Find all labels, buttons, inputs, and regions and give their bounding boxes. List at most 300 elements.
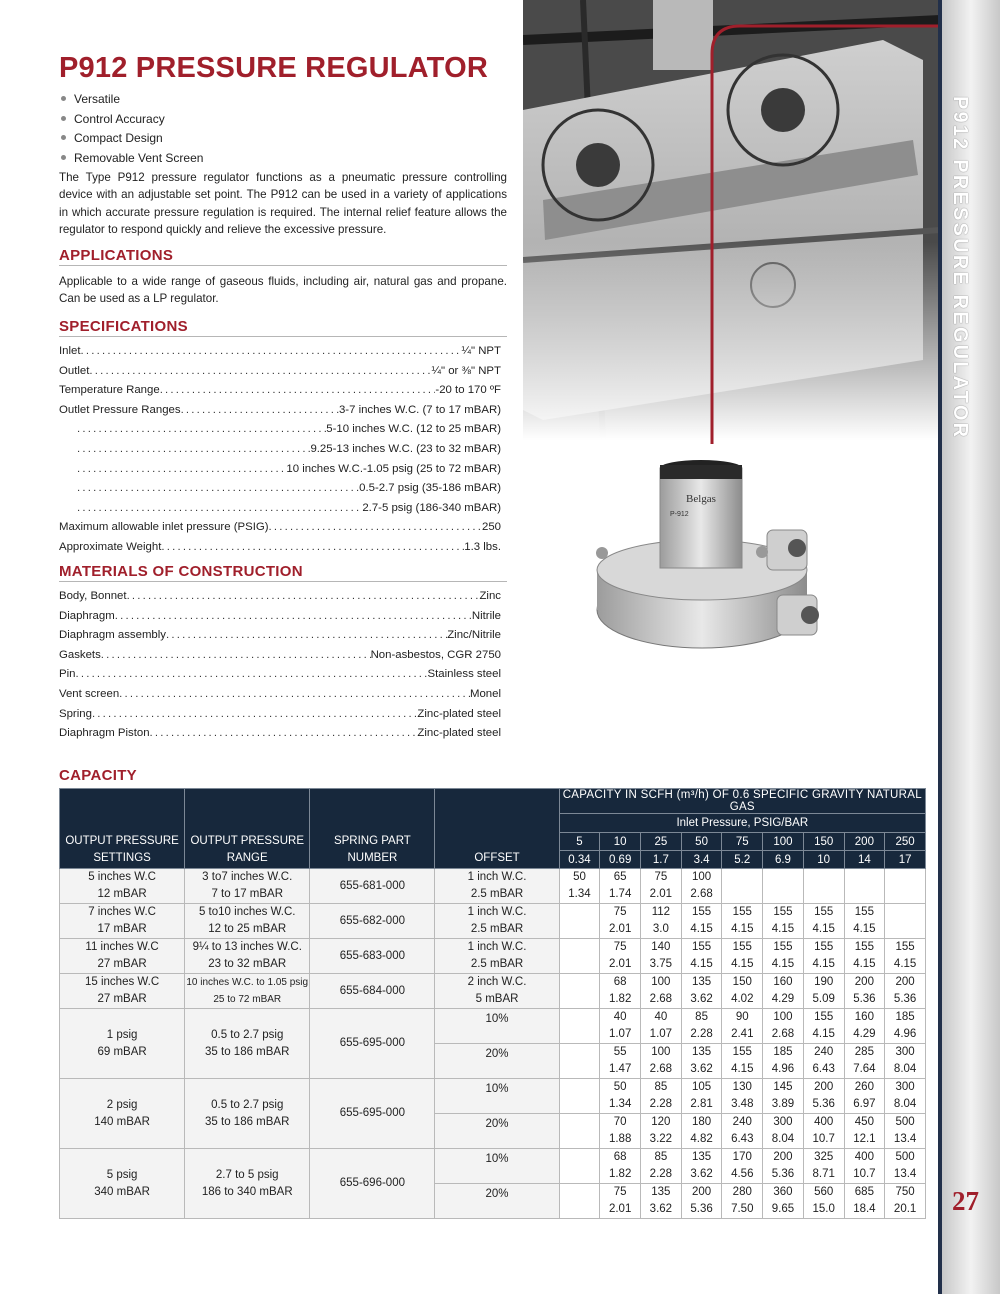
capacity-scfh: 155 (814, 1011, 834, 1023)
page-title: P912 PRESSURE REGULATOR (59, 52, 488, 84)
capacity-scfh: 200 (691, 1186, 712, 1198)
specifications-heading: SPECIFICATIONS (59, 318, 507, 337)
capacity-m3h: 20.1 (893, 1203, 917, 1215)
capacity-scfh: 400 (854, 1151, 874, 1163)
column-header: SPRING PART NUMBER (310, 789, 435, 869)
capacity-scfh (560, 1079, 600, 1096)
specifications-row (59, 420, 501, 440)
capacity-scfh: 325 (814, 1151, 834, 1163)
materials-label: Pin (59, 668, 76, 681)
capacity-scfh (560, 904, 600, 921)
spring-part-number-cell: 655-681-000 (310, 869, 435, 904)
dot-leader (81, 342, 462, 362)
capacity-m3h (560, 1026, 600, 1043)
capacity-value-cell (844, 1044, 885, 1079)
capacity-m3h: 4.29 (853, 1028, 876, 1040)
capacity-m3h: 1.07 (608, 1028, 632, 1040)
capacity-m3h: 9.65 (771, 1203, 795, 1215)
specifications-row (59, 440, 501, 460)
specifications-list (59, 342, 501, 558)
output-pressure-setting-cell: 5 inches W.C 12 mBAR (60, 869, 185, 904)
capacity-m3h: 3.62 (690, 993, 713, 1005)
capacity-m3h: 4.15 (812, 923, 835, 935)
capacity-value-cell (885, 1079, 926, 1114)
bullet-icon (61, 96, 66, 101)
dot-leader (160, 381, 436, 401)
capacity-scfh: 100 (651, 1046, 671, 1058)
capacity-value-cell (722, 869, 763, 904)
dot-leader (150, 724, 418, 744)
feature-item: Compact Design (59, 129, 203, 149)
materials-value: Monel (469, 687, 501, 700)
capacity-m3h (560, 921, 600, 938)
capacity-scfh (885, 869, 925, 886)
materials-label: Diaphragm (59, 609, 115, 622)
capacity-m3h: 8.71 (812, 1168, 835, 1180)
capacity-m3h: 3.62 (690, 1063, 713, 1075)
dot-leader (166, 626, 447, 646)
capacity-value-cell (803, 1009, 844, 1044)
capacity-m3h: 2.28 (690, 1028, 713, 1040)
capacity-scfh: 65 (613, 871, 627, 883)
capacity-m3h: 4.02 (731, 993, 754, 1005)
capacity-scfh: 155 (854, 941, 874, 953)
capacity-scfh: 160 (773, 976, 793, 988)
capacity-value-cell (844, 974, 885, 1009)
specifications-value: 10 inches W.C.-1.05 psig (25 to 72 mBAR) (286, 462, 501, 475)
specifications-value: 3-7 inches W.C. (7 to 17 mBAR) (338, 403, 501, 416)
materials-value: Non-asbestos, CGR 2750 (370, 648, 501, 661)
capacity-scfh: 200 (814, 1081, 834, 1093)
capacity-banner: CAPACITY IN SCFH (m³/h) OF 0.6 SPECIFIC GRAVITY NATURAL GAS (559, 789, 925, 814)
specifications-label: Outlet Pressure Ranges (59, 403, 181, 416)
capacity-scfh (560, 1184, 600, 1201)
capacity-scfh: 750 (895, 1186, 915, 1198)
capacity-scfh: 68 (613, 976, 627, 988)
capacity-m3h: 5.36 (893, 993, 917, 1005)
capacity-m3h: 4.96 (771, 1063, 795, 1075)
materials-label: Vent screen (59, 687, 120, 700)
offset-cell: 1 inch W.C. 2.5 mBAR (435, 904, 559, 939)
capacity-scfh: 70 (613, 1116, 627, 1128)
capacity-m3h: 4.15 (853, 958, 876, 970)
capacity-scfh (845, 869, 885, 886)
table-row (60, 1149, 926, 1184)
capacity-scfh: 145 (773, 1081, 793, 1093)
capacity-m3h: 4.15 (771, 958, 795, 970)
capacity-value-cell (559, 1184, 600, 1219)
capacity-value-cell (803, 1184, 844, 1219)
capacity-scfh: 200 (773, 1151, 793, 1163)
output-pressure-setting-cell: 15 inches W.C 27 mBAR (60, 974, 185, 1009)
capacity-value-cell (885, 1114, 926, 1149)
capacity-scfh: 200 (854, 976, 874, 988)
bullet-icon (61, 155, 66, 160)
capacity-m3h (885, 886, 925, 903)
capacity-m3h: 2.28 (649, 1168, 673, 1180)
spring-part-number-cell: 655-684-000 (310, 974, 435, 1009)
capacity-scfh: 560 (814, 1186, 834, 1198)
capacity-m3h (885, 921, 925, 938)
capacity-scfh: 260 (854, 1081, 874, 1093)
inlet-bar-header: 0.34 (559, 851, 600, 869)
capacity-m3h: 3.75 (649, 958, 673, 970)
capacity-value-cell (722, 1009, 763, 1044)
capacity-m3h: 2.01 (608, 958, 632, 970)
capacity-value-cell (600, 1079, 641, 1114)
inlet-bar-header: 10 (803, 851, 844, 869)
capacity-value-cell (681, 1149, 722, 1184)
capacity-value-cell (641, 1149, 682, 1184)
header-row (60, 789, 926, 814)
capacity-value-cell (803, 974, 844, 1009)
capacity-value-cell (722, 1114, 763, 1149)
page-number: 27 (952, 1186, 979, 1216)
capacity-value-cell (681, 939, 722, 974)
capacity-m3h: 4.15 (731, 958, 754, 970)
capacity-value-cell (885, 1184, 926, 1219)
specifications-value: 250 (481, 521, 501, 534)
capacity-scfh: 140 (651, 941, 671, 953)
capacity-value-cell (763, 1114, 804, 1149)
spring-part-number-cell: 655-695-000 (310, 1009, 435, 1079)
dot-leader (127, 587, 480, 607)
output-pressure-setting-cell: 11 inches W.C 27 mBAR (60, 939, 185, 974)
inlet-psig-header: 10 (600, 833, 641, 851)
capacity-value-cell (803, 1079, 844, 1114)
capacity-m3h: 2.01 (608, 923, 632, 935)
inlet-bar-header: 17 (885, 851, 926, 869)
capacity-m3h (560, 991, 600, 1008)
capacity-m3h (560, 956, 600, 973)
capacity-scfh: 155 (732, 906, 752, 918)
specifications-value: ¼" NPT (461, 345, 501, 357)
output-pressure-setting-cell: 2 psig 140 mBAR (60, 1079, 185, 1149)
output-pressure-range-cell: 3 to7 inches W.C. 7 to 17 mBAR (185, 869, 310, 904)
capacity-scfh: 75 (613, 941, 627, 953)
table-row (60, 1079, 926, 1114)
materials-row (59, 685, 501, 705)
specifications-row (59, 362, 501, 382)
capacity-m3h: 7.64 (853, 1063, 876, 1075)
capacity-scfh (763, 869, 803, 886)
offset-cell: 10% (435, 1009, 559, 1044)
capacity-value-cell (681, 974, 722, 1009)
capacity-scfh (885, 904, 925, 921)
capacity-value-cell (641, 939, 682, 974)
output-pressure-setting-cell: 5 psig 340 mBAR (60, 1149, 185, 1219)
capacity-m3h: 4.15 (731, 1063, 754, 1075)
capacity-value-cell (722, 1184, 763, 1219)
inlet-psig-header: 250 (885, 833, 926, 851)
capacity-scfh (560, 1149, 600, 1166)
capacity-value-cell (681, 1044, 722, 1079)
capacity-m3h: 1.82 (608, 1168, 632, 1180)
dot-leader (119, 685, 470, 705)
capacity-scfh: 500 (895, 1116, 915, 1128)
capacity-scfh: 240 (814, 1046, 834, 1058)
capacity-m3h: 2.81 (690, 1098, 713, 1110)
bullet-icon (61, 135, 66, 140)
materials-value: Zinc-plated steel (417, 707, 501, 720)
capacity-value-cell (885, 974, 926, 1009)
capacity-m3h: 2.68 (690, 888, 713, 900)
dot-leader (161, 538, 464, 558)
capacity-value-cell (844, 1114, 885, 1149)
capacity-m3h: 13.4 (893, 1168, 917, 1180)
capacity-scfh: 112 (651, 906, 671, 918)
capacity-value-cell (600, 939, 641, 974)
inlet-bar-header: 14 (844, 851, 885, 869)
offset-cell: 10% (435, 1149, 559, 1184)
regulator-model: P-912 (670, 511, 689, 518)
capacity-value-cell (803, 1149, 844, 1184)
capacity-scfh: 40 (654, 1011, 668, 1023)
output-pressure-range-cell: 0.5 to 2.7 psig 35 to 186 mBAR (185, 1079, 310, 1149)
capacity-scfh: 130 (732, 1081, 752, 1093)
capacity-table-header (60, 789, 926, 869)
table-row (60, 1009, 926, 1044)
capacity-value-cell (722, 939, 763, 974)
capacity-m3h: 1.82 (608, 993, 632, 1005)
capacity-value-cell (681, 904, 722, 939)
capacity-scfh: 55 (613, 1046, 627, 1058)
capacity-m3h: 7.50 (731, 1203, 754, 1215)
materials-list (59, 587, 501, 744)
capacity-m3h: 4.15 (853, 923, 876, 935)
capacity-value-cell (600, 974, 641, 1009)
capacity-value-cell (559, 939, 600, 974)
capacity-scfh (560, 1044, 600, 1061)
capacity-value-cell (844, 869, 885, 904)
capacity-m3h: 8.04 (893, 1063, 917, 1075)
capacity-m3h: 3.89 (771, 1098, 795, 1110)
capacity-scfh: 400 (814, 1116, 834, 1128)
inlet-psig-header: 5 (559, 833, 600, 851)
capacity-m3h: 12.1 (853, 1133, 876, 1145)
materials-row (59, 665, 501, 685)
materials-value: Nitrile (471, 609, 501, 622)
specifications-label: Inlet (59, 345, 81, 357)
capacity-value-cell (600, 904, 641, 939)
capacity-scfh: 155 (814, 941, 834, 953)
capacity-scfh: 135 (651, 1186, 671, 1198)
capacity-m3h: 6.43 (812, 1063, 835, 1075)
capacity-scfh: 150 (732, 976, 752, 988)
dot-leader (77, 460, 286, 480)
capacity-scfh: 100 (651, 976, 671, 988)
capacity-m3h: 4.96 (893, 1028, 917, 1040)
capacity-value-cell (641, 1009, 682, 1044)
capacity-value-cell (844, 939, 885, 974)
capacity-value-cell (559, 1114, 600, 1149)
capacity-m3h: 10.7 (853, 1168, 876, 1180)
capacity-m3h: 4.56 (731, 1168, 754, 1180)
capacity-value-cell (763, 904, 804, 939)
feature-list (59, 90, 203, 168)
dot-leader (77, 440, 310, 460)
capacity-m3h: 5.36 (690, 1203, 713, 1215)
capacity-value-cell (885, 904, 926, 939)
output-pressure-range-cell: 2.7 to 5 psig 186 to 340 mBAR (185, 1149, 310, 1219)
capacity-scfh (804, 869, 844, 886)
capacity-m3h: 1.07 (649, 1028, 673, 1040)
inlet-bar-header: 6.9 (763, 851, 804, 869)
capacity-value-cell (641, 1044, 682, 1079)
specifications-value: -20 to 170 ºF (435, 384, 501, 397)
materials-row (59, 607, 501, 627)
capacity-m3h: 3.62 (649, 1203, 673, 1215)
capacity-scfh (560, 974, 600, 991)
output-pressure-setting-cell: 1 psig 69 mBAR (60, 1009, 185, 1079)
capacity-value-cell (722, 974, 763, 1009)
capacity-scfh: 685 (854, 1186, 874, 1198)
capacity-scfh (560, 1009, 600, 1026)
capacity-scfh: 155 (773, 906, 793, 918)
materials-label: Spring (59, 707, 92, 720)
inlet-psig-header: 100 (763, 833, 804, 851)
capacity-scfh: 100 (691, 871, 712, 883)
capacity-value-cell (641, 869, 682, 904)
capacity-value-cell (559, 1079, 600, 1114)
capacity-scfh: 300 (895, 1046, 915, 1058)
capacity-value-cell (844, 1149, 885, 1184)
capacity-scfh: 105 (691, 1081, 712, 1093)
capacity-m3h: 10.7 (812, 1133, 835, 1145)
column-header: OUTPUT PRESSURE RANGE (185, 789, 310, 869)
bullet-icon (61, 116, 66, 121)
specifications-row (59, 538, 501, 558)
specifications-value: 9.25-13 inches W.C. (23 to 32 mBAR) (310, 442, 501, 455)
feature-item: Removable Vent Screen (59, 149, 203, 169)
capacity-value-cell (844, 1184, 885, 1219)
specifications-label: Maximum allowable inlet pressure (PSIG) (59, 521, 269, 534)
dot-leader (75, 665, 427, 685)
capacity-m3h: 1.88 (608, 1133, 632, 1145)
output-pressure-range-cell: 9¼ to 13 inches W.C. 23 to 32 mBAR (185, 939, 310, 974)
spring-part-number-cell: 655-682-000 (310, 904, 435, 939)
capacity-value-cell (600, 1114, 641, 1149)
capacity-scfh: 300 (895, 1081, 915, 1093)
capacity-value-cell (722, 1044, 763, 1079)
capacity-value-cell (681, 869, 722, 904)
capacity-scfh: 285 (854, 1046, 874, 1058)
capacity-value-cell (722, 1079, 763, 1114)
capacity-value-cell (763, 1184, 804, 1219)
capacity-value-cell (803, 1044, 844, 1079)
capacity-scfh: 155 (691, 941, 712, 953)
capacity-m3h: 1.74 (608, 888, 632, 900)
capacity-m3h: 3.22 (649, 1133, 673, 1145)
materials-row (59, 626, 501, 646)
capacity-scfh: 120 (651, 1116, 671, 1128)
capacity-value-cell (641, 1184, 682, 1219)
materials-label: Body, Bonnet (59, 590, 127, 602)
capacity-value-cell (600, 1149, 641, 1184)
capacity-scfh: 155 (895, 941, 915, 953)
capacity-m3h (763, 886, 803, 903)
capacity-value-cell (681, 1184, 722, 1219)
side-title: P912 PRESSURE REGULATOR (949, 96, 971, 440)
spring-part-number-cell: 655-695-000 (310, 1079, 435, 1149)
output-pressure-range-cell: 10 inches W.C. to 1.05 psig 25 to 72 mBAR (185, 974, 310, 1009)
capacity-m3h: 2.01 (649, 888, 673, 900)
table-row (60, 974, 926, 1009)
capacity-scfh: 155 (854, 906, 874, 918)
offset-cell: 1 inch W.C. 2.5 mBAR (435, 939, 559, 974)
side-band-line (938, 0, 942, 1294)
capacity-m3h: 4.15 (690, 923, 713, 935)
capacity-scfh: 170 (732, 1151, 752, 1163)
capacity-scfh: 75 (654, 871, 668, 883)
specifications-value: 0.5-2.7 psig (35-186 mBAR) (359, 482, 501, 495)
inlet-psig-header: 150 (803, 833, 844, 851)
capacity-scfh: 155 (814, 906, 834, 918)
capacity-m3h: 2.68 (771, 1028, 795, 1040)
capacity-value-cell (559, 1149, 600, 1184)
inlet-psig-header: 200 (844, 833, 885, 851)
capacity-m3h: 5.36 (812, 1098, 835, 1110)
capacity-scfh: 155 (732, 1046, 752, 1058)
specifications-value: ¼" or ⅜" NPT (431, 364, 501, 377)
capacity-scfh (560, 939, 600, 956)
specifications-row (59, 381, 501, 401)
capacity-scfh: 90 (735, 1011, 749, 1023)
capacity-m3h: 4.15 (731, 923, 754, 935)
table-row (60, 939, 926, 974)
capacity-m3h: 6.97 (853, 1098, 876, 1110)
capacity-scfh: 190 (814, 976, 834, 988)
capacity-scfh: 85 (654, 1081, 668, 1093)
capacity-scfh: 450 (854, 1116, 874, 1128)
capacity-value-cell (844, 1009, 885, 1044)
capacity-m3h: 6.43 (731, 1133, 754, 1145)
specifications-value: 5-10 inches W.C. (12 to 25 mBAR) (326, 423, 501, 436)
capacity-m3h: 1.34 (608, 1098, 632, 1110)
capacity-m3h: 4.15 (812, 958, 835, 970)
capacity-m3h: 3.48 (731, 1098, 754, 1110)
capacity-value-cell (600, 1009, 641, 1044)
capacity-scfh: 240 (732, 1116, 752, 1128)
capacity-value-cell (559, 1009, 600, 1044)
materials-value: Zinc (479, 590, 501, 602)
dot-leader (77, 420, 326, 440)
spring-part-number-cell: 655-683-000 (310, 939, 435, 974)
specifications-label: Temperature Range (59, 384, 160, 397)
regulator-brand: Belgas (686, 493, 716, 505)
capacity-m3h: 3.0 (652, 923, 669, 935)
capacity-value-cell (763, 869, 804, 904)
capacity-scfh: 160 (854, 1011, 874, 1023)
offset-cell: 10% (435, 1079, 559, 1114)
capacity-m3h: 2.68 (649, 993, 673, 1005)
capacity-m3h: 2.68 (649, 1063, 673, 1075)
capacity-m3h: 4.15 (771, 923, 795, 935)
capacity-value-cell (600, 869, 641, 904)
feature-item: Control Accuracy (59, 110, 203, 130)
capacity-value-cell (559, 974, 600, 1009)
capacity-scfh (560, 1114, 600, 1131)
applications-heading: APPLICATIONS (59, 247, 507, 266)
offset-cell: 1 inch W.C. 2.5 mBAR (435, 869, 559, 904)
materials-row (59, 724, 501, 744)
capacity-table-body (60, 869, 926, 1219)
capacity-m3h: 1.34 (568, 888, 591, 900)
capacity-value-cell (803, 904, 844, 939)
specifications-row (59, 401, 501, 421)
capacity-m3h: 2.41 (731, 1028, 754, 1040)
capacity-value-cell (803, 1114, 844, 1149)
